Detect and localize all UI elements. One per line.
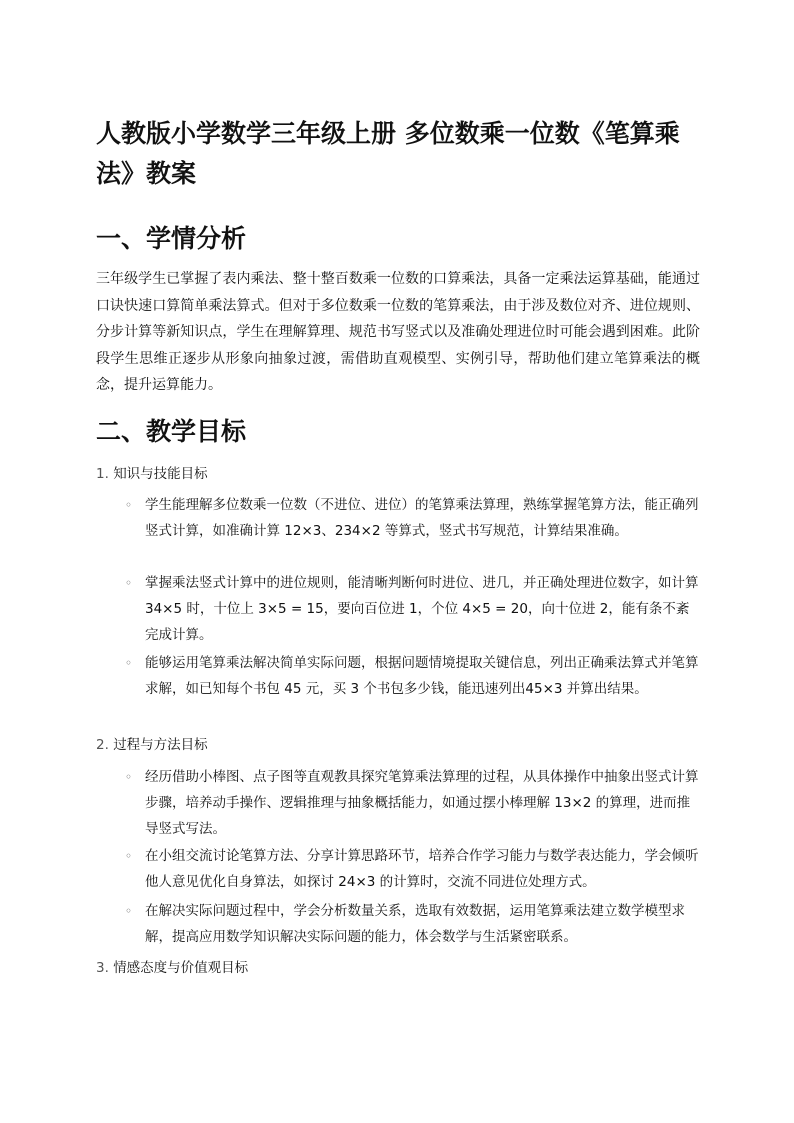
document-title: 人教版小学数学三年级上册 多位数乘一位数《笔算乘法》教案 bbox=[96, 119, 680, 188]
section-heading-learning-analysis: 一、学情分析 bbox=[96, 224, 247, 253]
section-heading-teaching-goals: 二、教学目标 bbox=[96, 417, 247, 446]
bullet-icon: ◦ bbox=[125, 849, 133, 863]
bullet-icon: ◦ bbox=[125, 498, 133, 512]
goal-number: 3. bbox=[96, 960, 109, 976]
list-item-text: 学生能理解多位数乘一位数（不进位、进位）的笔算乘法算理，熟练掌握笔算方法，能正确列竖式计算，如准确计算 12×3、234×2 等算式，竖式书写规范，计算结果准确。 bbox=[145, 497, 699, 539]
bullet-icon: ◦ bbox=[125, 576, 133, 590]
learning-analysis-paragraph: 三年级学生已掌握了表内乘法、整十整百数乘一位数的口算乘法，具备一定乘法运算基础，能通过口诀快速口算简单乘法算式。但对于多位数乘一位数的笔算乘法，由于涉及数位对齐、进位规则、分步计算等新知识点，学生在理解算理、规范书写竖式以及准确处理进位时可能会遇到困难。此阶段学生思维正逐步从形象向抽象过渡，需借助直观模型、实例引导，帮助他们建立笔算乘法的概念，提升运算能力。 bbox=[96, 271, 700, 393]
bullet-icon: ◦ bbox=[125, 770, 133, 784]
list-item-text: 在小组交流讨论笔算方法、分享计算思路环节，培养合作学习能力与数学表达能力，学会倾听他人意见优化自身算法，如探讨 24×3 的计算时，交流不同进位处理方式。 bbox=[145, 848, 699, 890]
list-item-text: 掌握乘法竖式计算中的进位规则，能清晰判断何时进位、进几，并正确处理进位数字，如计算 34×5 时，十位上 3×5 = 15，要向百位进 1，个位 4×5 = 20，向十位进 2，能有条不紊完成计算。 bbox=[145, 575, 699, 643]
list-item-text: 经历借助小棒图、点子图等直观教具探究笔算乘法算理的过程，从具体操作中抽象出竖式计算步骤，培养动手操作、逻辑推理与抽象概括能力，如通过摆小棒理解 13×2 的算理，进而推导竖式写法。 bbox=[145, 769, 699, 837]
goal-number: 2. bbox=[96, 737, 109, 753]
goal-label: 知识与技能目标 bbox=[113, 466, 208, 482]
goal-number: 1. bbox=[96, 466, 109, 482]
goal-label: 过程与方法目标 bbox=[113, 737, 208, 753]
goal-2-heading bbox=[96, 735, 208, 755]
goal-label: 情感态度与价值观目标 bbox=[113, 960, 249, 976]
list-item-text: 在解决实际问题过程中，学会分析数量关系，选取有效数据，运用笔算乘法建立数学模型求解，提高应用数学知识解决实际问题的能力，体会数学与生活紧密联系。 bbox=[145, 903, 685, 945]
list-item-text: 能够运用笔算乘法解决简单实际问题，根据问题情境提取关键信息，列出正确乘法算式并笔算求解，如已知每个书包 45 元，买 3 个书包多少钱，能迅速列出45×3 并算出结果。 bbox=[145, 655, 699, 697]
bullet-icon: ◦ bbox=[125, 656, 133, 670]
goal-1-heading bbox=[96, 464, 208, 484]
goal-3-heading bbox=[96, 958, 248, 978]
bullet-icon: ◦ bbox=[125, 904, 133, 918]
